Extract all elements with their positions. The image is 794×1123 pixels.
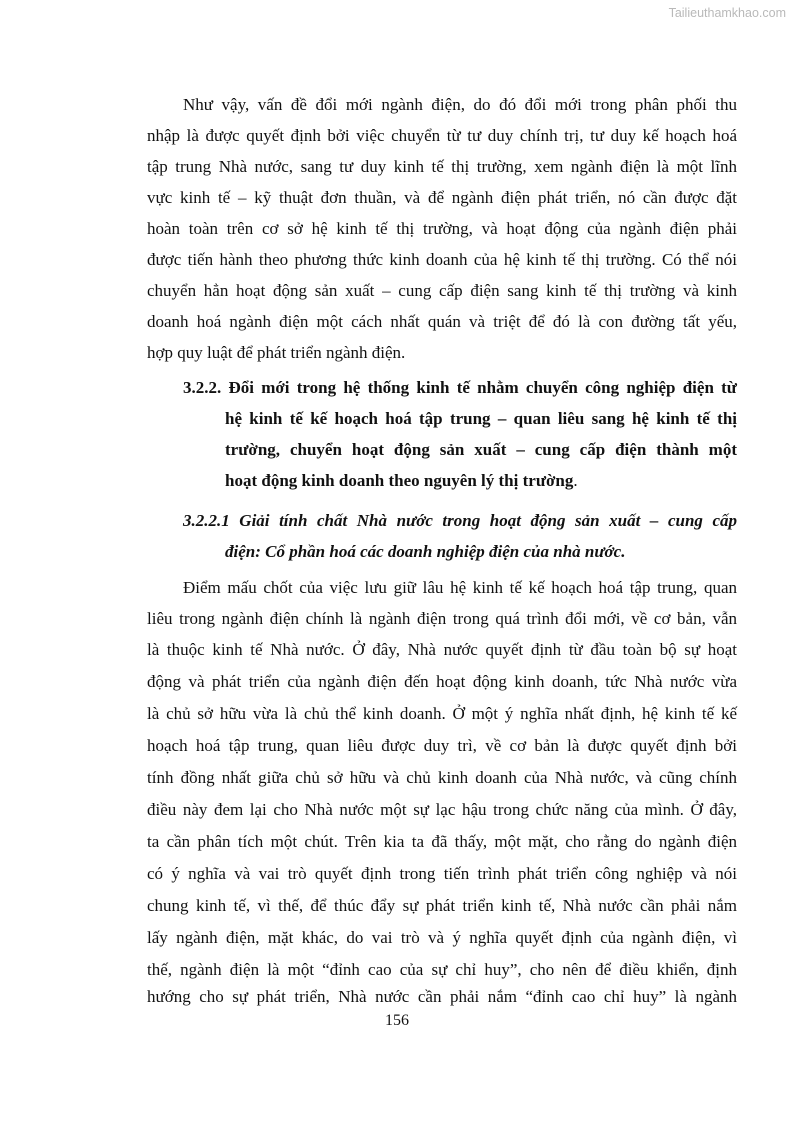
watermark: Tailieuthamkhao.com [668, 6, 786, 20]
heading-text: hoạt động kinh doanh theo nguyên lý thị trường [225, 471, 574, 490]
text-line: tính đồng nhất giữa chủ sở hữu và chủ kinh doanh của Nhà nước, và cũng chính [147, 768, 737, 787]
text-line: động và phát triển của ngành điện đến hoạt động kinh doanh, tức Nhà nước vừa [147, 672, 737, 691]
text-line: là thuộc kinh tế Nhà nước. Ở đây, Nhà nước quyết định từ đầu toàn bộ sự hoạt [147, 640, 737, 659]
page-number: 156 [385, 1012, 409, 1029]
text-line: được tiến hành theo phương thức kinh doanh của hệ kinh tế thị trường. Có thể nói [147, 250, 737, 269]
heading-period: . [573, 471, 578, 490]
text-line: điều này đem lại cho Nhà nước một sự lạc hậu trong chức năng của mình. Ở đây, [147, 800, 737, 819]
text-line: có ý nghĩa và vai trò quyết định trong tiến trình phát triển công nghiệp và nói [147, 864, 737, 883]
text-line: Điểm mấu chốt của việc lưu giữ lâu hệ kinh tế kế hoạch hoá tập trung, quan [183, 578, 737, 597]
heading-line: 3.2.2. Đổi mới trong hệ thống kinh tế nhằm chuyển công nghiệp điện từ [183, 378, 737, 397]
text-line: chung kinh tế, vì thế, để thúc đẩy sự phát triển kinh tế, Nhà nước cần phải nắm [147, 896, 737, 915]
heading-line: trường, chuyển hoạt động sản xuất – cung cấp điện thành một [225, 440, 737, 459]
text-line: ta cần phân tích một chút. Trên kia ta đã thấy, một mặt, cho rằng do ngành điện [147, 832, 737, 851]
heading-line: 3.2.2.1 Giải tính chất Nhà nước trong hoạt động sản xuất – cung cấp [183, 511, 737, 530]
text-line: thế, ngành điện là một “đỉnh cao của sự chỉ huy”, cho nên để điều khiển, định [147, 960, 737, 979]
text-line: vực kinh tế – kỹ thuật đơn thuần, và để ngành điện phát triển, nó cần được đặt [147, 188, 737, 207]
text-line: Như vậy, vấn đề đổi mới ngành điện, do đó đổi mới trong phân phối thu [183, 95, 737, 114]
text-line: lấy ngành điện, mặt khác, do vai trò và ý nghĩa quyết định của ngành điện, vì [147, 928, 737, 947]
text-line: nhập là được quyết định bởi việc chuyển từ tư duy chính trị, tư duy kế hoạch hoá [147, 126, 737, 145]
text-line: hướng cho sự phát triển, Nhà nước cần phải nắm “đỉnh cao chỉ huy” là ngành [147, 987, 737, 1006]
text-line: hoạch hoá tập trung, quan liêu được duy trì, về cơ bản là được quyết định bởi [147, 736, 737, 755]
text-line: hợp quy luật để phát triển ngành điện. [147, 343, 406, 362]
text-line: là chủ sở hữu vừa là chủ thể kinh doanh. Ở một ý nghĩa nhất định, hệ kinh tế kế [147, 704, 737, 723]
heading-line: hệ kinh tế kế hoạch hoá tập trung – quan liêu sang hệ kinh tế thị [225, 409, 737, 428]
heading-line [225, 471, 578, 491]
text-line: hoàn toàn trên cơ sở hệ kinh tế thị trường, và hoạt động của ngành điện phải [147, 219, 737, 238]
text-line: liêu trong ngành điện chính là ngành điện trong quá trình đổi mới, về cơ bản, vẫn [147, 609, 737, 628]
text-line: tập trung Nhà nước, sang tư duy kinh tế thị trường, xem ngành điện là một lĩnh [147, 157, 737, 176]
heading-line: điện: Cổ phần hoá các doanh nghiệp điện của nhà nước. [225, 542, 626, 561]
text-line: doanh hoá ngành điện một cách nhất quán và triệt để đó là con đường tất yếu, [147, 312, 737, 331]
text-line: chuyển hẳn hoạt động sản xuất – cung cấp điện sang kinh tế thị trường và kinh [147, 281, 737, 300]
